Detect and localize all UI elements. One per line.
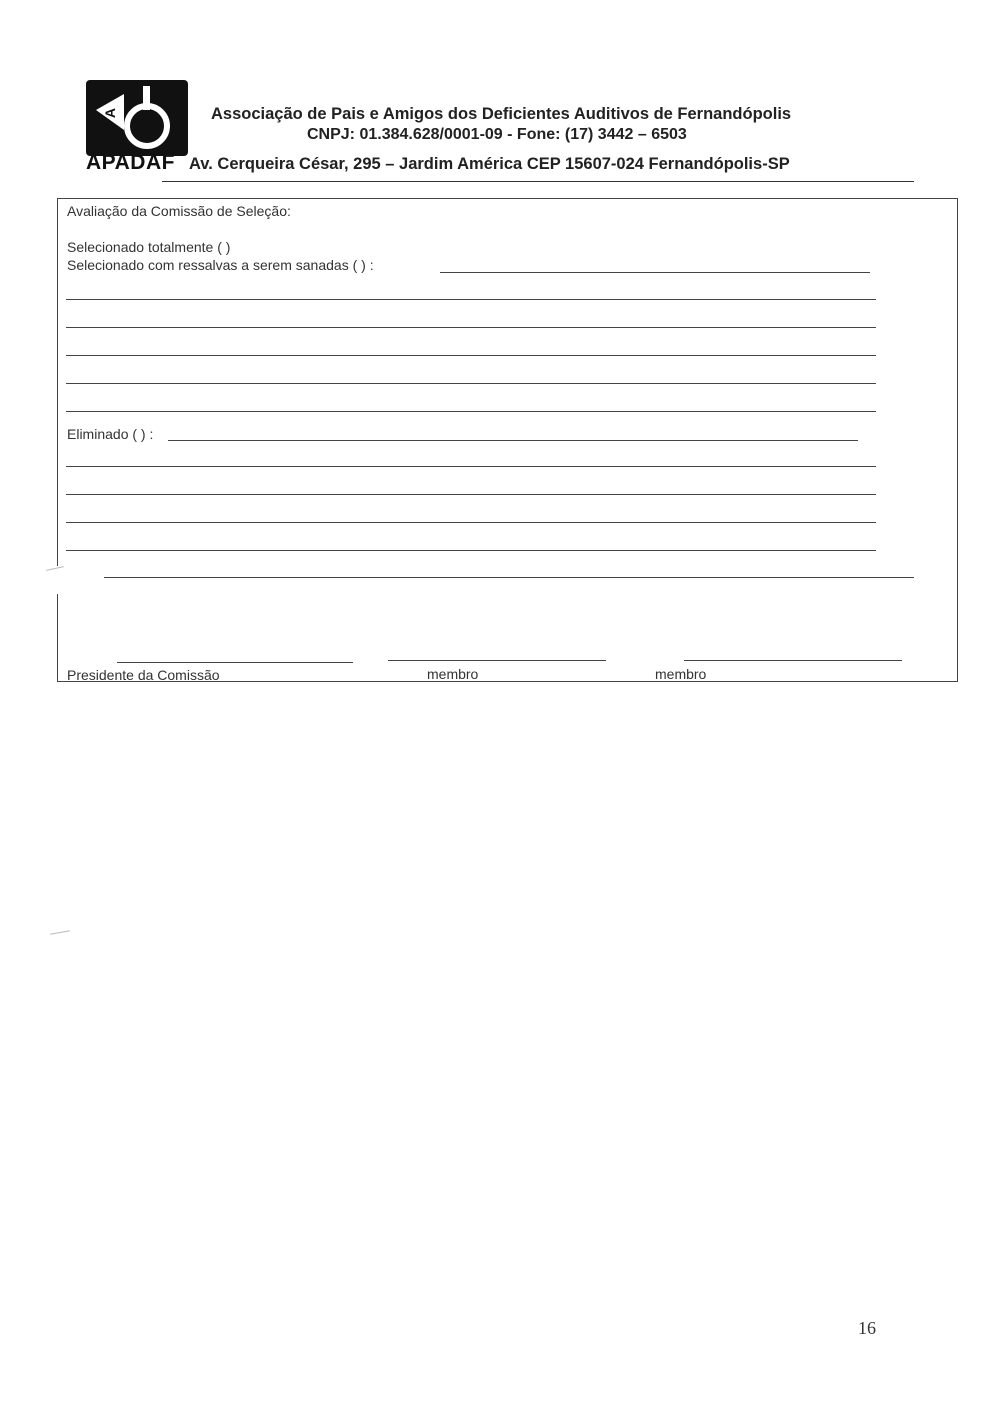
eliminado-writing-line[interactable] xyxy=(66,466,876,467)
signature-label-member-2: membro xyxy=(655,666,707,682)
form-box-gap xyxy=(50,566,60,594)
page-number: 16 xyxy=(858,1318,876,1338)
header-divider xyxy=(162,181,914,182)
ressalvas-writing-line[interactable] xyxy=(66,327,876,328)
signature-line-president[interactable] xyxy=(117,662,353,663)
option-selected-total: Selecionado totalmente ( ) xyxy=(67,239,231,255)
signature-label-president: Presidente da Comissão xyxy=(67,667,220,683)
option-selected-ressalvas: Selecionado com ressalvas a serem sanadas ( ) : xyxy=(67,257,374,273)
eliminado-writing-line[interactable] xyxy=(66,522,876,523)
ressalvas-writing-line[interactable] xyxy=(66,299,876,300)
logo-text: APADAF xyxy=(86,151,175,174)
eliminado-writing-line[interactable] xyxy=(104,577,914,578)
eliminado-input-line[interactable] xyxy=(168,440,858,441)
logo xyxy=(86,80,188,156)
section-title: Avaliação da Comissão de Seleção: xyxy=(67,203,291,219)
ressalvas-writing-line[interactable] xyxy=(66,411,876,412)
eliminado-writing-line[interactable] xyxy=(66,494,876,495)
organization-name: Associação de Pais e Amigos dos Deficientes Auditivos de Fernandópolis xyxy=(211,105,792,123)
ressalvas-input-line[interactable] xyxy=(440,272,870,273)
eliminado-writing-line[interactable] xyxy=(66,550,876,551)
logo-letter: A xyxy=(102,107,118,119)
option-eliminado: Eliminado ( ) : xyxy=(67,426,154,442)
signature-line-member-1[interactable] xyxy=(388,660,606,661)
ressalvas-writing-line[interactable] xyxy=(66,355,876,356)
organization-address: Av. Cerqueira César, 295 – Jardim América CEP 15607-024 Fernandópolis-SP xyxy=(189,155,790,173)
ressalvas-writing-line[interactable] xyxy=(66,383,876,384)
organization-cnpj-phone: CNPJ: 01.384.628/0001-09 - Fone: (17) 3442 – 6503 xyxy=(307,126,687,143)
logo-icon xyxy=(86,80,188,156)
signature-line-member-2[interactable] xyxy=(684,660,902,661)
signature-label-member-1: membro xyxy=(427,666,479,682)
scan-mark xyxy=(50,930,70,934)
